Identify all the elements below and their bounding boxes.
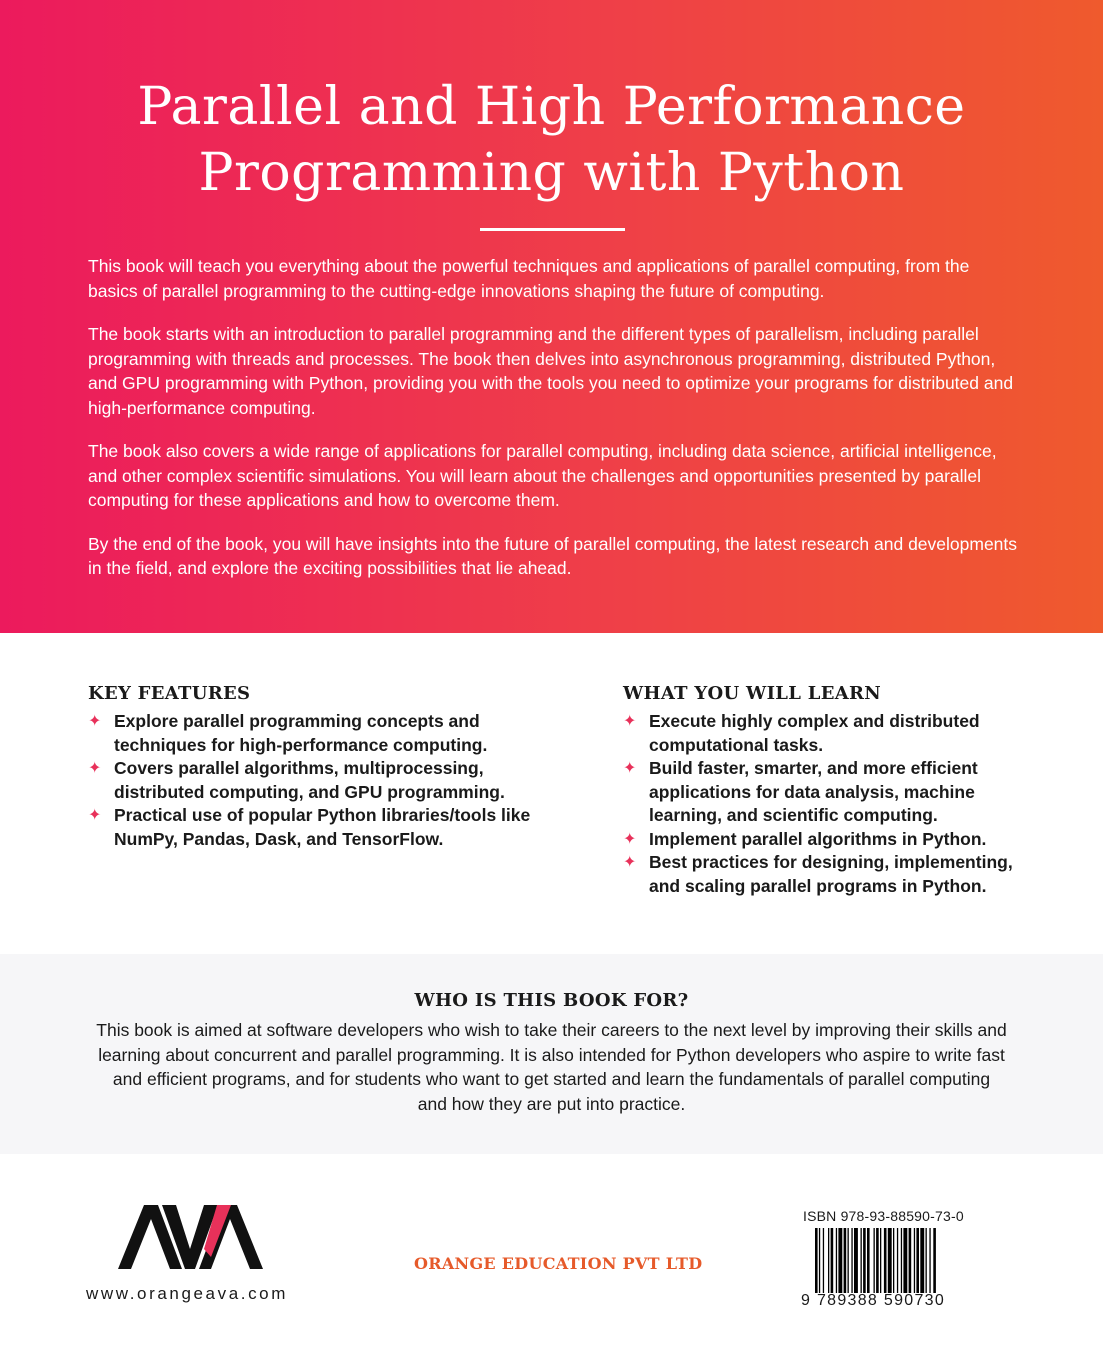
list-item [623, 851, 1023, 898]
list-item [623, 710, 1023, 757]
barcode-bar [854, 1228, 858, 1293]
barcode-icon [815, 1228, 975, 1293]
barcode-bar [903, 1228, 907, 1293]
key-features-heading: KEY FEATURES [88, 683, 251, 704]
list-item-text: Explore parallel programming concepts and techniques for high-performance computing. [114, 711, 488, 755]
list-item [88, 757, 558, 804]
barcode-bar [863, 1228, 866, 1293]
description-paragraph: The book starts with an introduction to parallel programming and the different types of parallelism, including parallel programming with threads and processes. The book then delves into asynchronous programming, distributed Python, and GPU programming with Python, providing you with the tools you need to optimize your programs for distributed and high-performance computing. [88, 324, 1014, 418]
barcode-bar [851, 1228, 852, 1293]
list-item-text: Build faster, smarter, and more efficient applications for data analysis, machine learning, and scientific computing. [649, 758, 978, 825]
what-you-will-learn-list [623, 710, 1023, 898]
publisher-website: www.orangeava.com [86, 1284, 288, 1303]
barcode-bar [876, 1228, 879, 1293]
publisher-name: ORANGE EDUCATION PVT LTD [414, 1254, 703, 1273]
barcode-bar [815, 1228, 818, 1293]
star-bullet-icon: ✦ [623, 760, 637, 777]
list-item [623, 828, 1023, 852]
barcode-bar [823, 1228, 824, 1293]
barcode-bar [933, 1228, 936, 1293]
title-divider [480, 228, 625, 231]
key-features-list [88, 710, 558, 851]
star-bullet-icon: ✦ [623, 854, 637, 871]
description-paragraph: By the end of the book, you will have insights into the future of parallel computing, the latest research and developments in the field, and explore the exciting possibilities that lie ahead. [88, 533, 1018, 578]
ava-logo [118, 1205, 263, 1270]
barcode-bar [831, 1228, 834, 1293]
barcode-bar [909, 1228, 912, 1293]
barcode-bar [844, 1228, 847, 1293]
barcode-bar [893, 1228, 894, 1293]
book-title-line-1: Parallel and High Performance [137, 77, 966, 137]
barcode-bar [836, 1228, 837, 1293]
what-you-will-learn-section [623, 683, 1023, 898]
list-item [623, 757, 1023, 828]
barcode-bar [929, 1228, 930, 1293]
barcode-bar [880, 1228, 881, 1293]
star-bullet-icon: ✦ [623, 713, 637, 730]
who-is-this-for-text: This book is aimed at software developers who wish to take their careers to the next level by improving their skills and learning about concurrent and parallel programming. It is also intended for Python developers who aspire to write fast and efficient programs, and for students who want to get started and learn the fundamentals of parallel computing and how they are put into practice. [96, 1020, 1007, 1114]
barcode-bar [897, 1228, 898, 1293]
list-item [88, 804, 558, 851]
isbn-number: ISBN 978-93-88590-73-0 [803, 1208, 964, 1224]
barcode-bar [819, 1228, 820, 1293]
who-is-this-for-section [0, 954, 1103, 1154]
description-paragraph: The book also covers a wide range of applications for parallel computing, including data science, artificial intelligence, and other complex scientific simulations. You will learn about the challenges and opportunities presented by parallel computing for these applications and how to overcome them. [88, 441, 997, 510]
barcode-bar [884, 1228, 887, 1293]
list-item-text: Implement parallel algorithms in Python. [649, 828, 987, 849]
star-bullet-icon: ✦ [88, 713, 102, 730]
list-item-text: Best practices for designing, implementing, and scaling parallel programs in Python. [649, 852, 1013, 896]
hero-section [0, 0, 1103, 633]
list-item-text: Execute highly complex and distributed computational tasks. [649, 711, 980, 755]
key-features-section [88, 683, 558, 851]
book-title-line-2: Programming with Python [198, 143, 905, 203]
list-item-text: Practical use of popular Python libraries/tools like NumPy, Pandas, Dask, and TensorFlow. [114, 805, 531, 849]
star-bullet-icon: ✦ [88, 760, 102, 777]
barcode-bar [867, 1228, 870, 1293]
barcode-bar [920, 1228, 924, 1293]
barcode-bar [874, 1228, 875, 1293]
barcode-digits: 9 789388 590730 [801, 1292, 946, 1309]
list-item [88, 710, 558, 757]
barcode-bar [828, 1228, 829, 1293]
who-is-this-for-heading: WHO IS THIS BOOK FOR? [414, 990, 689, 1011]
list-item-text: Covers parallel algorithms, multiprocessing, distributed computing, and GPU programming. [114, 758, 505, 802]
what-you-will-learn-heading: WHAT YOU WILL LEARN [623, 683, 882, 704]
star-bullet-icon: ✦ [623, 830, 637, 848]
barcode-bar [861, 1228, 862, 1293]
barcode-bar [901, 1228, 902, 1293]
barcode-bar [888, 1228, 892, 1293]
star-bullet-icon: ✦ [88, 807, 102, 824]
description-paragraph: This book will teach you everything about the powerful techniques and applications of parallel computing, from the basics of parallel programming to the cutting-edge innovations shaping the future of computing. [88, 256, 970, 301]
barcode-bar [838, 1228, 842, 1293]
isbn-barcode-block [801, 1208, 981, 1311]
barcode-bar [848, 1228, 849, 1293]
barcode-bar [916, 1228, 919, 1293]
book-title [40, 74, 1063, 206]
barcode-bar [914, 1228, 915, 1293]
book-description [88, 254, 1018, 600]
barcode-bar [926, 1228, 927, 1293]
